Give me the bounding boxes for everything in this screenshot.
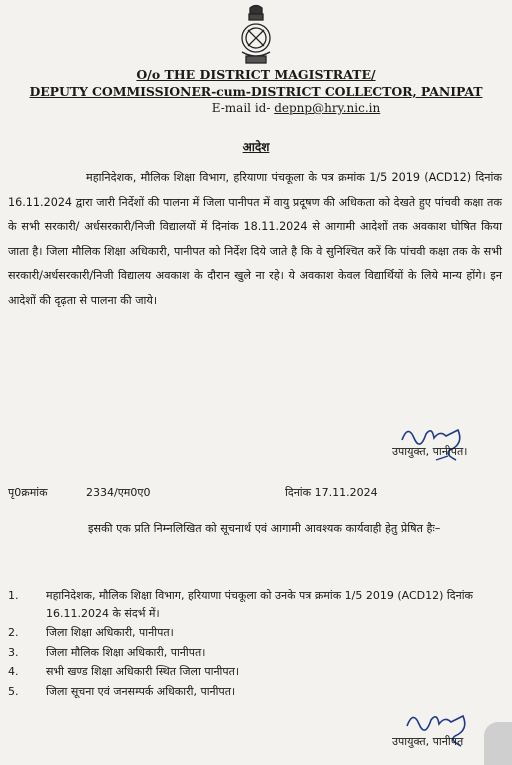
office-subtitle: DEPUTY COMMISSIONER-cum-DISTRICT COLLECTOR, PANIPAT xyxy=(29,84,483,99)
reference-date: दिनांक 17.11.2024 xyxy=(285,486,378,499)
signature-1-icon xyxy=(400,420,474,466)
copy-note: इसकी एक प्रति निम्नलिखित को सूचनार्थ एवं आगामी आवश्यक कार्यवाही हेतु प्रेषित हैः– xyxy=(88,522,441,535)
email-label: E-mail id- xyxy=(211,101,275,115)
signature-1-designation: उपायुक्त, पानीपत। xyxy=(392,445,468,458)
email-line xyxy=(40,101,512,115)
email-address: depnp@hry.nic.in xyxy=(274,101,381,115)
list-item: 3. जिला मौलिक शिक्षा अधिकारी, पानीपत। xyxy=(8,645,206,659)
signature-2-designation: उपायुक्त, पानीपत xyxy=(392,735,464,748)
reference-number: 2334/एम0ए0 xyxy=(86,486,151,499)
reference-label: पृ0क्रमांक xyxy=(8,486,48,499)
state-emblem-icon xyxy=(236,4,276,66)
order-body: महानिदेशक, मौलिक शिक्षा विभाग, हरियाणा पंचकूला के पत्र क्रमांक 1/5 2019 (ACD12) दिनांक 16.11.2024 द्वारा जारी निर्देशों की पालना में जिला पानीपत में वायु प्रदूषण की अधिकता को देखते हुए पांचवी कक्षा तक के सभी सरकारी/ अर्धसरकारी/निजी विद्यालयों में दिनांक 18.11.2024 से आगामी आदेशों तक अवकाश घोषित किया जाता है। जिला मौलिक शिक्षा अधिकारी, पानीपत को निर्देश दिये जाते है कि वे सुनिश्चित करें कि पांचवी कक्षा तक के सभी सरकारी/अर्धसरकारी/निजी विद्यालय अवकाश के दौरान खुले ना रहे। ये अवकाश केवल विद्यार्थियों के लिये मान्य होंगे। इन आदेशों की दृढ़ता से पालना की जाये। xyxy=(8,171,502,307)
thumb-overlay xyxy=(484,722,512,765)
list-item: 1. महानिदेशक, मौलिक शिक्षा विभाग, हरियाणा पंचकूला को उनके पत्र क्रमांक 1/5 2019 (ACD12) दिनांक 16.11.2024 के संदर्भ में। xyxy=(8,589,474,620)
list-item: 4. सभी खण्ड शिक्षा अधिकारी स्थित जिला पानीपत। xyxy=(8,665,240,678)
office-title: O/o THE DISTRICT MAGISTRATE/ xyxy=(136,67,376,82)
recipient-list xyxy=(8,587,502,702)
list-item: 2. जिला शिक्षा अधिकारी, पानीपत। xyxy=(8,626,174,639)
order-title: आदेश xyxy=(242,140,270,154)
list-item: 5. जिला सूचना एवं जनसम्पर्क अधिकारी, पानीपत। xyxy=(8,684,236,698)
